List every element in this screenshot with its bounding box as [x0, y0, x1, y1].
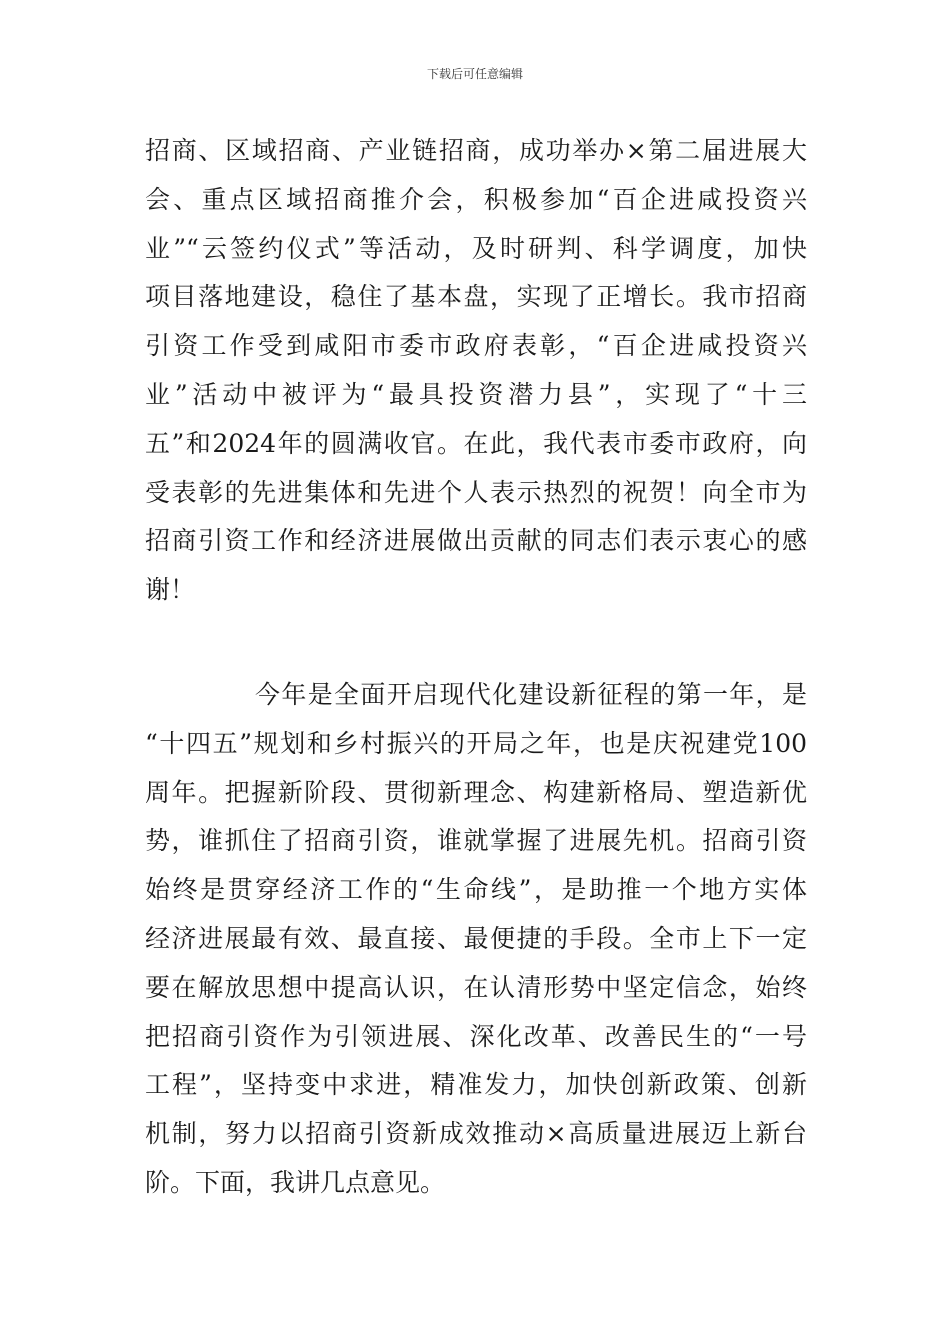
paragraph-line: 势，谁抓住了招商引资，谁就掌握了进展先机。招商引资 — [145, 826, 807, 856]
paragraph-line: 项目落地建设，稳住了基本盘，实现了正增长。我市招商 — [145, 282, 807, 312]
paragraph-line: 受表彰的先进集体和先进个人表示热烈的祝贺！向全市为 — [145, 477, 807, 507]
paragraph-line: 引资工作受到咸阳市委市政府表彰，“百企进咸投资兴 — [145, 331, 807, 361]
paragraph-line: 业”活动中被评为“最具投资潜力县”，实现了“十三 — [145, 379, 807, 409]
paragraph-line: 工程”，坚持变中求进，精准发力，加快创新政策、创新 — [145, 1070, 807, 1100]
paragraph-line: “十四五”规划和乡村振兴的开局之年，也是庆祝建党100 — [145, 728, 807, 758]
paragraph-line: 阶。下面，我讲几点意见。 — [145, 1167, 446, 1197]
paragraph-line: 周年。把握新阶段、贯彻新理念、构建新格局、塑造新优 — [145, 777, 807, 807]
paragraph-1 — [145, 127, 807, 615]
paragraph-line: 今年是全面开启现代化建设新征程的第一年，是 — [255, 680, 807, 709]
paragraph-line: 机制，努力以招商引资新成效推动×高质量进展迈上新台 — [145, 1119, 807, 1149]
paragraph-line: 招商引资工作和经济进展做出贡献的同志们表示衷心的感 — [145, 526, 807, 556]
page-header: 下载后可任意编辑 — [426, 67, 523, 81]
paragraph-line: 要在解放思想中提高认识，在认清形势中坚定信念，始终 — [145, 972, 807, 1002]
paragraph-line: 业”“云签约仪式”等活动，及时研判、科学调度，加快 — [145, 233, 807, 263]
paragraph-line: 会、重点区域招商推介会，积极参加“百企进咸投资兴 — [145, 184, 807, 214]
paragraph-line: 谢！ — [145, 575, 196, 605]
paragraph-line: 始终是贯穿经济工作的“生命线”，是助推一个地方实体 — [145, 875, 807, 905]
paragraph-line: 招商、区域招商、产业链招商，成功举办×第二届进展大 — [145, 136, 807, 165]
paragraph-line: 经济进展最有效、最直接、最便捷的手段。全市上下一定 — [145, 923, 807, 953]
paragraph-line: 五”和2024年的圆满收官。在此，我代表市委市政府，向 — [145, 428, 807, 458]
paragraph-line: 把招商引资作为引领进展、深化改革、改善民生的“一号 — [145, 1021, 807, 1051]
paragraph-2 — [145, 671, 807, 1208]
